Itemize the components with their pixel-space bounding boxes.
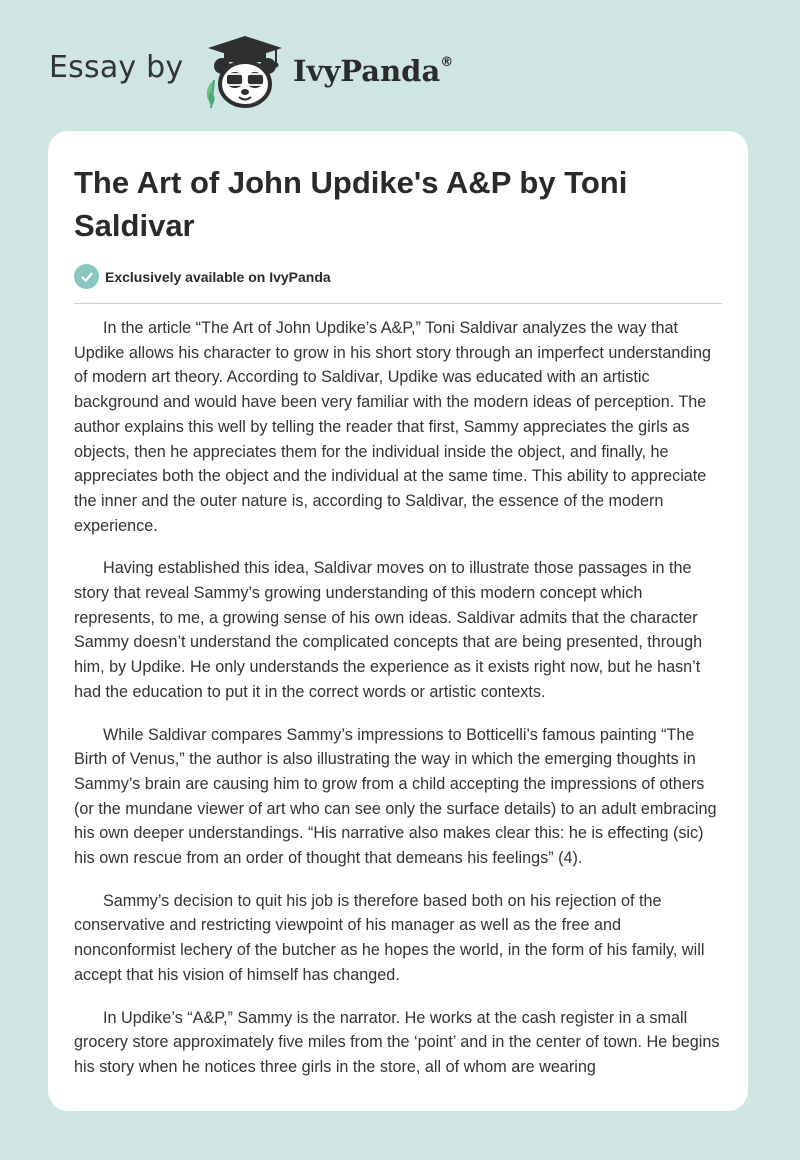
- divider: [74, 303, 722, 304]
- brand-name: IvyPanda: [293, 54, 441, 88]
- registered-mark: ®: [440, 55, 454, 71]
- exclusive-badge: [74, 264, 331, 289]
- paragraph: While Saldivar compares Sammy’s impressions to Botticelli’s famous painting “The Birth of Venus,” the author is also illustrating the way in which the emerging thoughts in Sammy’s brain are causing him to grow from a child accepting the impressions of others (or the mundane viewer of art who can see only the surface details) to an adult embracing his own deeper understandings. “His narrative also makes clear this: he is effecting (sic) his own rescue from an order of thought that demeans his feelings” (4).: [74, 725, 717, 868]
- brand-logo-text[interactable]: [293, 54, 453, 88]
- check-icon: [74, 264, 99, 289]
- panda-graduate-icon[interactable]: [202, 34, 288, 110]
- essay-body: [74, 316, 726, 1098]
- paragraph: Sammy’s decision to quit his job is therefore based both on his rejection of the conservative and restricting viewpoint of his manager as well as the free and nonconformist lechery of the butcher as he hopes the world, in the form of his family, will accept that his vision of himself has changed.: [74, 891, 705, 984]
- paragraph: In Updike’s “A&P,” Sammy is the narrator. He works at the cash register in a small grocery store approximately five miles from the ‘point’ and in the center of town. He begins his story when he notices three girls in the store, all of whom are wearing: [74, 1008, 720, 1076]
- essay-card: [48, 131, 748, 1111]
- paragraph: Having established this idea, Saldivar moves on to illustrate those passages in the story that reveal Sammy’s growing understanding of this modern concept which represents, to me, a growing sense of his own ideas. Saldivar admits that the character Sammy doesn’t understand the complicated concepts that are being presented, through him, by Updike. He only understands the experience as it exists right now, but he hasn’t had the education to put it in the correct words or artistic contexts.: [74, 559, 703, 701]
- page-title: The Art of John Updike's A&P by Toni Saldivar: [74, 165, 628, 243]
- site-header: [0, 0, 800, 130]
- paragraph: In the article “The Art of John Updike’s A&P,” Toni Saldivar analyzes the way that Updike allows his character to grow in his short story through an imperfect understanding of modern art theory. According to Saldivar, Updike was educated with an artistic background and would have been very familiar with the modern ideas of perception. The author explains this well by telling the reader that first, Sammy appreciates the girls as objects, then he appreciates them for the individual inside the object, and finally, he appreciates both the object and the individual at the same time. This ability to appreciate the inner and the outer nature is, according to Saldivar, the essence of the modern experience.: [74, 319, 712, 535]
- exclusive-badge-label: Exclusively available on IvyPanda: [105, 268, 331, 285]
- essay-by-text: Essay by: [49, 50, 184, 85]
